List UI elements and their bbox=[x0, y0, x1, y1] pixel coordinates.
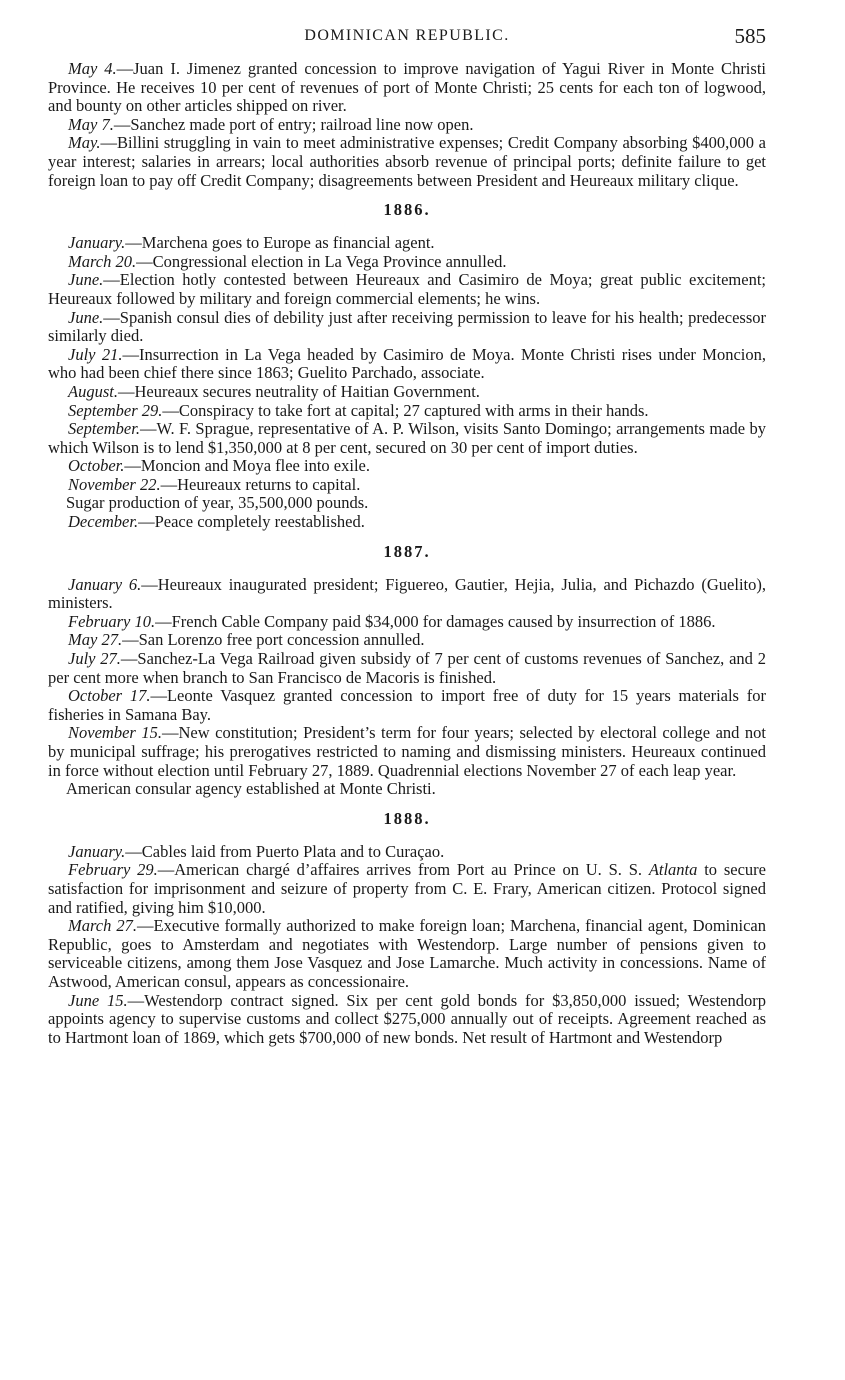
entry-text: —Congressional election in La Vega Province annulled. bbox=[136, 251, 507, 271]
entry-text: —Westendorp contract signed. Six per cent gold bonds for $3,850,000 issued; Westendorp appoints agency to supervise customs and collect $275,000 annually out of receipts. Agreement reached as to Hartmont loan of 1869, which gets $700,000 of new bonds. Net result of Hartmont and Westendorp bbox=[48, 990, 766, 1047]
chronology-entry bbox=[48, 346, 766, 383]
entry-text: —Heureaux returns to capital. bbox=[160, 474, 361, 494]
year-heading: 1888. bbox=[383, 808, 431, 828]
chronology-entry bbox=[48, 420, 766, 457]
entry-text: —Spanish consul dies of debility just after receiving permission to leave for his health; predecessor similarly died. bbox=[48, 307, 766, 346]
document-page bbox=[48, 24, 766, 1047]
entry-text: —Marchena goes to Europe as financial agent. bbox=[125, 233, 435, 253]
entry-date: August. bbox=[68, 381, 118, 401]
chronology-entry bbox=[48, 843, 766, 862]
chronology-entry bbox=[48, 383, 766, 402]
entry-date: October. bbox=[68, 456, 125, 476]
chronology-entry bbox=[48, 402, 766, 421]
entry-text-continued: to secure satisfaction for imprisonment and seizure of property from C. E. Frary, American citizen. Protocol signed and ratified, giving him $10,000. bbox=[48, 860, 766, 917]
entry-date: October 17. bbox=[68, 686, 151, 706]
entry-text: —Election hotly contested between Heureaux and Casimiro de Moya; great public excitement; Heureaux followed by military and foreign commercial elements; he wins. bbox=[48, 270, 766, 308]
entry-text: —Juan I. Jimenez granted concession to improve navigation of Yagui River in Monte Christi Province. He receives 10 per cent of revenues of port of Monte Christi; 25 cents for each ton of logwood, and bounty on other articles shipped on river. bbox=[48, 59, 766, 116]
page-header bbox=[48, 24, 766, 52]
chronology-entry bbox=[48, 253, 766, 272]
entry-date: June. bbox=[68, 307, 104, 327]
chronology-entry bbox=[48, 457, 766, 476]
chronology-entry bbox=[48, 917, 766, 991]
entry-text: —Cables laid from Puerto Plata and to Curaçao. bbox=[125, 841, 445, 861]
entry-date: February 29. bbox=[68, 860, 158, 880]
chronology-entry bbox=[48, 576, 766, 613]
entry-date: June 15. bbox=[68, 990, 128, 1010]
entry-text: —Sanchez made port of entry; railroad line now open. bbox=[113, 114, 474, 134]
entry-text: —Billini struggling in vain to meet administrative expenses; Credit Company absorbing $400,000 a year interest; salaries in arrears; local authorities absorb revenue of principal ports; definite failure to get foreign loan to pay off Credit Company; disagreements between President and Heureaux military clique. bbox=[48, 133, 766, 190]
entry-date: January. bbox=[68, 841, 126, 861]
entry-text: —American chargé d’affaires arrives from Port au Prince on U. S. S. bbox=[157, 860, 649, 880]
entry-text: —W. F. Sprague, representative of A. P. Wilson, visits Santo Domingo; arrangements made by which Wilson is to lend $1,350,000 at 8 per cent, secured on 30 per cent of import duties. bbox=[48, 419, 766, 457]
entry-date: May 4. bbox=[68, 59, 117, 78]
entry-date: December. bbox=[68, 512, 139, 532]
chronology-entry bbox=[48, 134, 766, 190]
running-head: DOMINICAN REPUBLIC. bbox=[304, 27, 510, 44]
chronology-entry bbox=[48, 309, 766, 346]
year-heading: 1886. bbox=[383, 200, 431, 220]
chronology-entry bbox=[48, 631, 766, 650]
entry-date: March 27. bbox=[68, 916, 137, 936]
entry-date: February 10. bbox=[68, 611, 156, 631]
entry-text: —New constitution; President’s term for four years; selected by electoral college and not by municipal suffrage; his prerogatives restricted to naming and dismissing ministers. Heureaux continued in force without election until February 27, 1889. Quadrennial elections November 27 of each leap year. bbox=[48, 723, 766, 780]
entry-text: —Peace completely reestablished. bbox=[138, 512, 365, 532]
entry-date: June. bbox=[68, 270, 104, 290]
chronology-entry bbox=[48, 780, 766, 799]
entry-date: November 22. bbox=[68, 474, 161, 494]
entry-date: July 21. bbox=[68, 344, 123, 364]
entry-text: —Heureaux secures neutrality of Haitian Government. bbox=[117, 381, 480, 401]
page-number: 585 bbox=[734, 24, 766, 48]
entry-date: November 15. bbox=[68, 723, 162, 743]
chronology-entry bbox=[48, 613, 766, 632]
entry-text: Sugar production of year, 35,500,000 pounds. bbox=[66, 493, 369, 513]
entry-text: —Leonte Vasquez granted concession to import free of duty for 15 years materials for fisheries in Samana Bay. bbox=[48, 686, 766, 724]
entry-text: —Moncion and Moya flee into exile. bbox=[124, 456, 370, 476]
chronology-entry bbox=[48, 861, 766, 917]
entry-date: May 27. bbox=[68, 630, 123, 650]
entry-text: —Conspiracy to take fort at capital; 27 captured with arms in their hands. bbox=[162, 400, 649, 420]
entry-ship-name: Atlanta bbox=[648, 860, 698, 880]
chronology-entry bbox=[48, 476, 766, 495]
chronology-entry bbox=[48, 724, 766, 780]
chronology-entry bbox=[48, 116, 766, 135]
chronology-entry bbox=[48, 60, 766, 116]
entry-date: September 29. bbox=[68, 400, 163, 420]
chronology-entry bbox=[48, 650, 766, 687]
year-heading: 1887. bbox=[383, 541, 431, 561]
document-body bbox=[48, 60, 766, 1047]
entry-date: March 20. bbox=[68, 251, 137, 271]
entry-date: January 6. bbox=[68, 574, 142, 594]
entry-date: September. bbox=[68, 419, 140, 439]
entry-text: —Sanchez-La Vega Railroad given subsidy of 7 per cent of customs revenues of Sanchez, and 2 per cent more when branch to San Francisco de Macoris is finished. bbox=[48, 649, 766, 687]
entry-date: January. bbox=[68, 233, 126, 253]
chronology-entry bbox=[48, 271, 766, 308]
entry-text: American consular agency established at Monte Christi. bbox=[66, 779, 436, 799]
chronology-entry bbox=[48, 992, 766, 1048]
chronology-entry bbox=[48, 234, 766, 253]
entry-text: —Insurrection in La Vega headed by Casimiro de Moya. Monte Christi rises under Moncion, who had been chief there since 1863; Guelito Parchado, associate. bbox=[48, 344, 767, 383]
entry-date: May 7. bbox=[68, 114, 114, 134]
entry-text: —San Lorenzo free port concession annulled. bbox=[122, 630, 425, 650]
chronology-entry bbox=[48, 494, 766, 513]
entry-text: —Executive formally authorized to make foreign loan; Marchena, financial agent, Dominican Republic, goes to Amsterdam and negotiates with Westendorp. Large number of pensions given to serviceable citizens, among them Jose Vasquez and Jose Lamarche. Much activity in concessions. Name of Astwood, American consul, appears as concessionaire. bbox=[48, 916, 766, 991]
entry-text: —French Cable Company paid $34,000 for damages caused by insurrection of 1886. bbox=[155, 611, 716, 631]
chronology-entry bbox=[48, 513, 766, 532]
entry-date: May. bbox=[68, 133, 101, 153]
entry-date: July 27. bbox=[68, 649, 121, 669]
chronology-entry bbox=[48, 687, 766, 724]
entry-text: —Heureaux inaugurated president; Figuereo, Gautier, Hejia, Julia, and Pichazdo (Guelito), ministers. bbox=[48, 574, 766, 613]
